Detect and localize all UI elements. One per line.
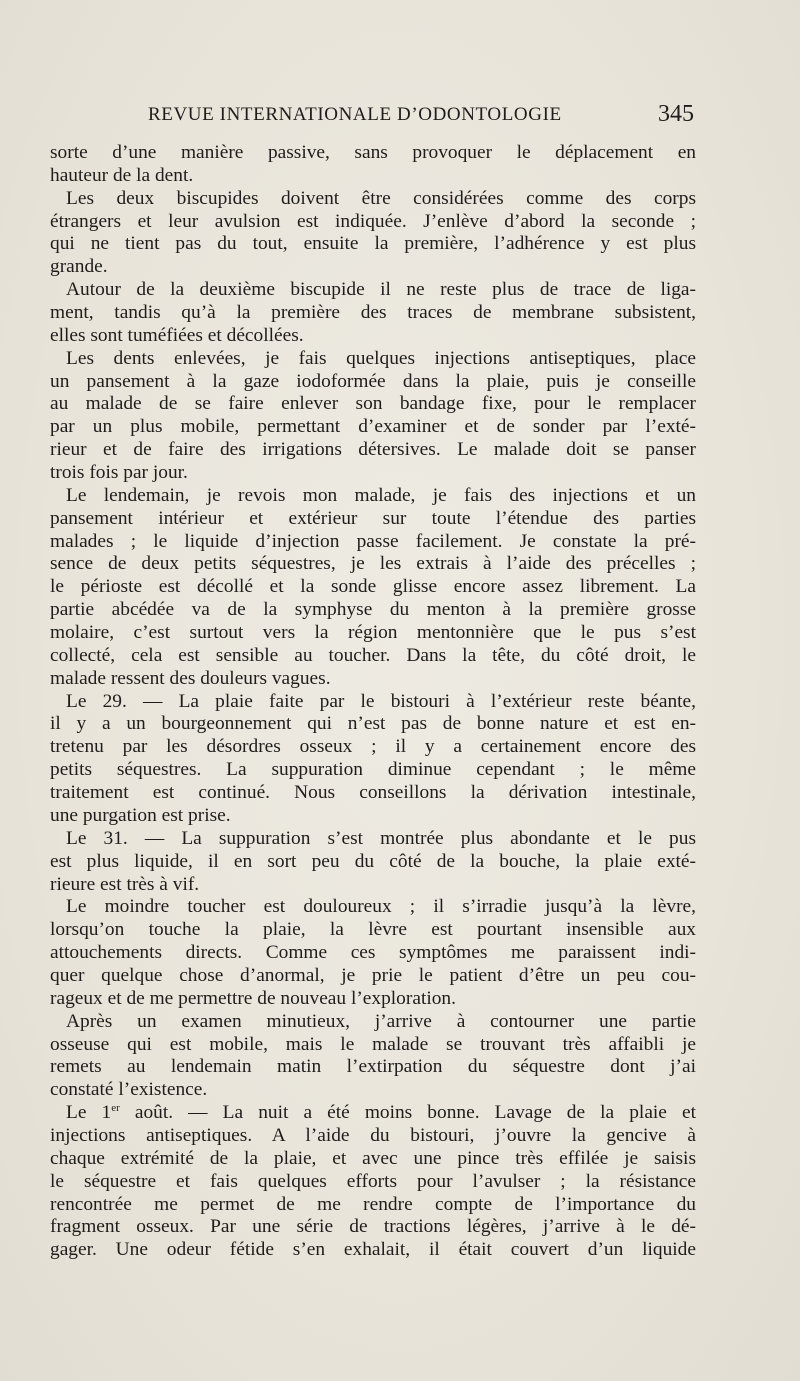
text-line: Les deux biscupides doivent être considérées comme des corps [66,187,696,209]
text-line: Le 31. — La suppuration s’est montrée plus abondante et le pus [66,827,696,849]
text-line: fragment osseux. Par une série de tractions légères, j’arrive à le dé- [50,1216,696,1238]
text-line: hauteur de la dent. [50,164,194,186]
text-line: trois fois par jour. [50,462,188,484]
text-line: Après un examen minutieux, j’arrive à contourner une partie [66,1010,696,1032]
text-line: Le 29. — La plaie faite par le bistouri à l’extérieur reste béante, [66,690,696,712]
page-header [0,101,800,132]
date-rest: août. — La nuit a été moins bonne. Lavage de la plaie et [119,1102,696,1124]
text-line: sorte d’une manière passive, sans provoquer le déplacement en [50,142,696,163]
text-line: Le lendemain, je revois mon malade, je fais des injections et un [66,484,696,506]
text-line: au malade de se faire enlever son bandage fixe, pour le remplacer [50,393,696,415]
text-line: le séquestre et fais quelques efforts pour l’avulser ; la résistance [50,1170,696,1192]
text-line: malades ; le liquide d’injection passe facilement. Je constate la pré- [50,530,696,552]
running-title: REVUE INTERNATIONALE D’ODONTOLOGIE [148,104,562,125]
page-number: 345 [658,101,694,127]
text-line: pansement intérieur et extérieur sur toute l’étendue des parties [50,507,696,529]
text-line: tretenu par les désordres osseux ; il y a certainement encore des [50,736,696,758]
text-line: chaque extrémité de la plaie, et avec une pince très effilée je saisis [50,1147,696,1169]
text-line: injections antiseptiques. A l’aide du bistouri, j’ouvre la gencive à [50,1124,696,1146]
body-text [50,142,696,1262]
text-line: qui ne tient pas du tout, ensuite la première, l’adhérence y est plus [50,233,696,255]
ordinal-superscript: er [111,1102,120,1115]
text-line: collecté, cela est sensible au toucher. Dans la tête, du côté droit, le [50,644,696,666]
text-line: étrangers et leur avulsion est indiquée. J’enlève d’abord la seconde ; [50,210,696,232]
text-line: rencontrée me permet de me rendre compte de l’importance du [50,1193,696,1215]
text-line: elles sont tuméfiées et décollées. [50,324,304,346]
text-line: rieure est très à vif. [50,873,200,895]
text-line: le périoste est décollé et la sonde glisse encore assez librement. La [50,576,696,598]
text-line: malade ressent des douleurs vagues. [50,667,331,689]
text-line: rageux et de me permettre de nouveau l’exploration. [50,987,456,1009]
text-line-dated [50,1102,696,1125]
text-line: quer quelque chose d’anormal, je prie le patient d’être un peu cou- [50,964,696,986]
text-line: est plus liquide, il en sort peu du côté de la bouche, la plaie exté- [50,850,696,872]
text-line: grande. [50,256,108,278]
text-line: constaté l’existence. [50,1079,208,1101]
text-line: attouchements directs. Comme ces symptômes me paraissent indi- [50,942,696,964]
text-line: petits séquestres. La suppuration diminue cependant ; le même [50,759,696,781]
text-line: Les dents enlevées, je fais quelques injections antiseptiques, place [66,347,696,369]
text-line: sence de deux petits séquestres, je les extrais à l’aide des précelles ; [50,553,696,575]
date-prefix: Le 1 [66,1102,112,1124]
text-line: Autour de la deuxième biscupide il ne reste plus de trace de liga- [66,279,696,301]
text-line: gager. Une odeur fétide s’en exhalait, il était couvert d’un liquide [50,1239,696,1261]
text-line: lorsqu’on touche la plaie, la lèvre est pourtant insensible aux [50,919,696,941]
text-line: osseuse qui est mobile, mais le malade se trouvant très affaibli je [50,1033,696,1055]
text-line: traitement est continué. Nous conseillons la dérivation intestinale, [50,782,696,804]
text-line: partie abcédée va de la symphyse du menton à la première grosse [50,599,696,621]
text-line: il y a un bourgeonnement qui n’est pas de bonne nature et est en- [50,713,696,735]
text-line: ment, tandis qu’à la première des traces de membrane subsistent, [50,302,696,324]
text-line: rieur et de faire des irrigations détersives. Le malade doit se panser [50,439,696,461]
text-line: par un plus mobile, permettant d’examiner et de sonder par l’exté- [50,416,696,438]
text-line: remets au lendemain matin l’extirpation du séquestre dont j’ai [50,1056,696,1078]
text-line: un pansement à la gaze iodoformée dans la plaie, puis je conseille [50,370,696,392]
text-line: molaire, c’est surtout vers la région mentonnière que le pus s’est [50,622,696,644]
text-line: Le moindre toucher est douloureux ; il s’irradie jusqu’à la lèvre, [66,896,696,918]
text-line: une purgation est prise. [50,804,231,826]
